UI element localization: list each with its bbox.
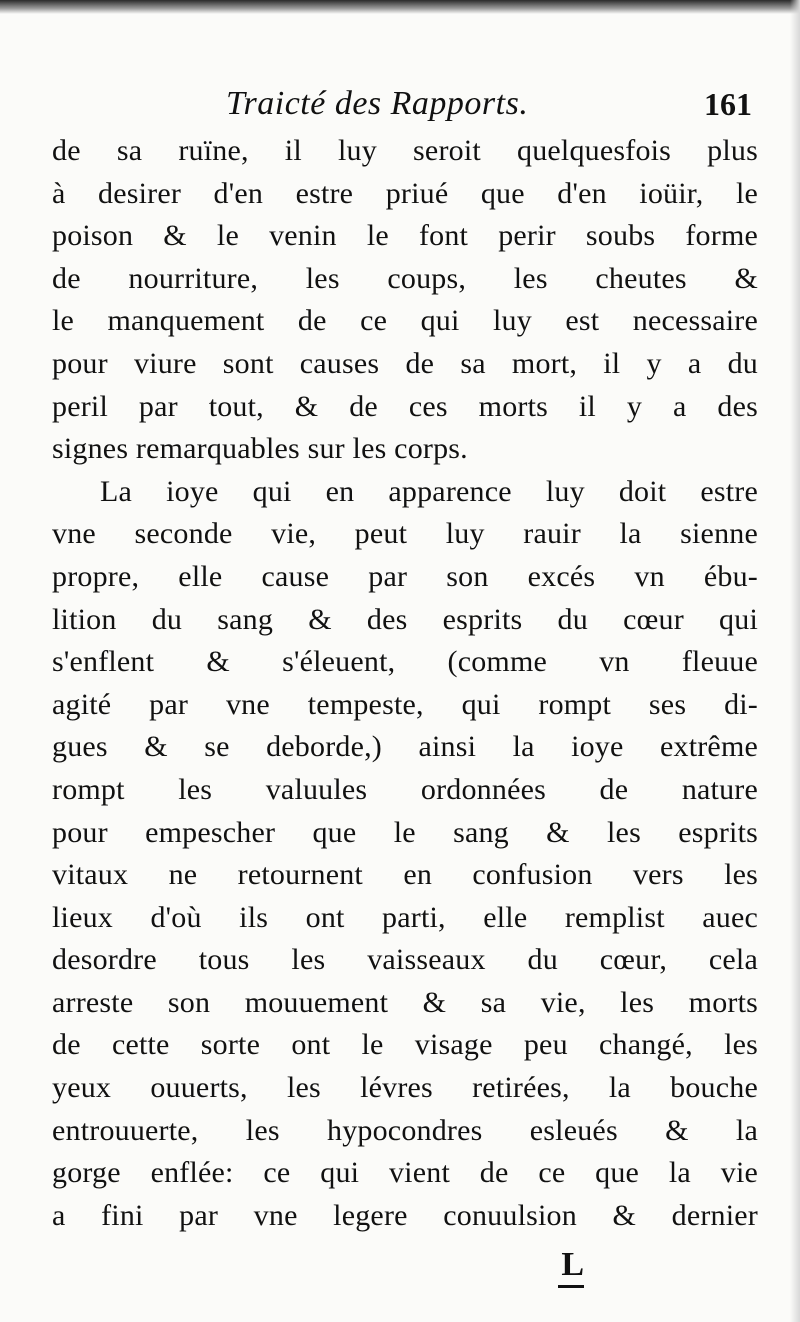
text-line: vne seconde vie, peut luy rauir la sienne [52,517,758,551]
text-line: pour empescher que le sang & les esprits [52,815,758,849]
text-line: à desirer d'en estre priué que d'en ioüir, le [52,176,758,210]
text-line: a fini par vne legere conuulsion & dernier [52,1198,758,1232]
text-line: lition du sang & des esprits du cœur qui [52,602,758,636]
text-line: poison & le venin le font perir soubs forme [52,219,758,253]
text-line: agité par vne tempeste, qui rompt ses di- [52,687,758,721]
text-line: peril par tout, & de ces morts il y a des [52,389,758,423]
text-block [52,78,758,1301]
text-line: signes remarquables sur les corps. [52,432,468,466]
page-top-edge-shadow [0,0,800,14]
text-line: de cette sorte ont le visage peu changé, les [52,1028,758,1062]
text-line: s'enflent & s'éleuent, (comme vn fleuue [52,645,758,679]
page-number: 161 [704,86,752,122]
text-line: pour viure sont causes de sa mort, il y a du [52,346,758,380]
signature-mark: L [561,1246,584,1284]
text-line: le manquement de ce qui luy est necessaire [52,304,758,338]
text-line: entrouuerte, les hypocondres esleués & la [52,1113,758,1147]
text-line: desordre tous les vaisseaux du cœur, cela [52,943,758,977]
text-line: arreste son mouuement & sa vie, les morts [52,985,758,1019]
page-right-edge-shadow [790,0,800,1322]
running-head [52,78,758,130]
paragraph-1 [52,130,758,471]
running-title: Traicté des Rapports. [226,85,529,122]
text-line: propre, elle cause par son excés vn ébu- [52,559,758,593]
text-line: La ioye qui en apparence luy doit estre [100,474,758,508]
text-line: gues & se deborde,) ainsi la ioye extrême [52,730,758,764]
paragraph-2 [52,471,758,1238]
text-line: rompt les valuules ordonnées de nature [52,772,758,806]
signature-row [52,1237,758,1301]
text-line: de nourriture, les coups, les cheutes & [52,261,758,295]
text-line: vitaux ne retournent en confusion vers les [52,858,758,892]
signature-underline [558,1285,584,1288]
text-line: yeux ouuerts, les lévres retirées, la bouche [52,1071,758,1105]
text-line: gorge enflée: ce qui vient de ce que la vie [52,1156,758,1190]
text-line: lieux d'où ils ont parti, elle remplist auec [52,900,758,934]
text-line: de sa ruïne, il luy seroit quelquesfois plus [52,134,758,167]
